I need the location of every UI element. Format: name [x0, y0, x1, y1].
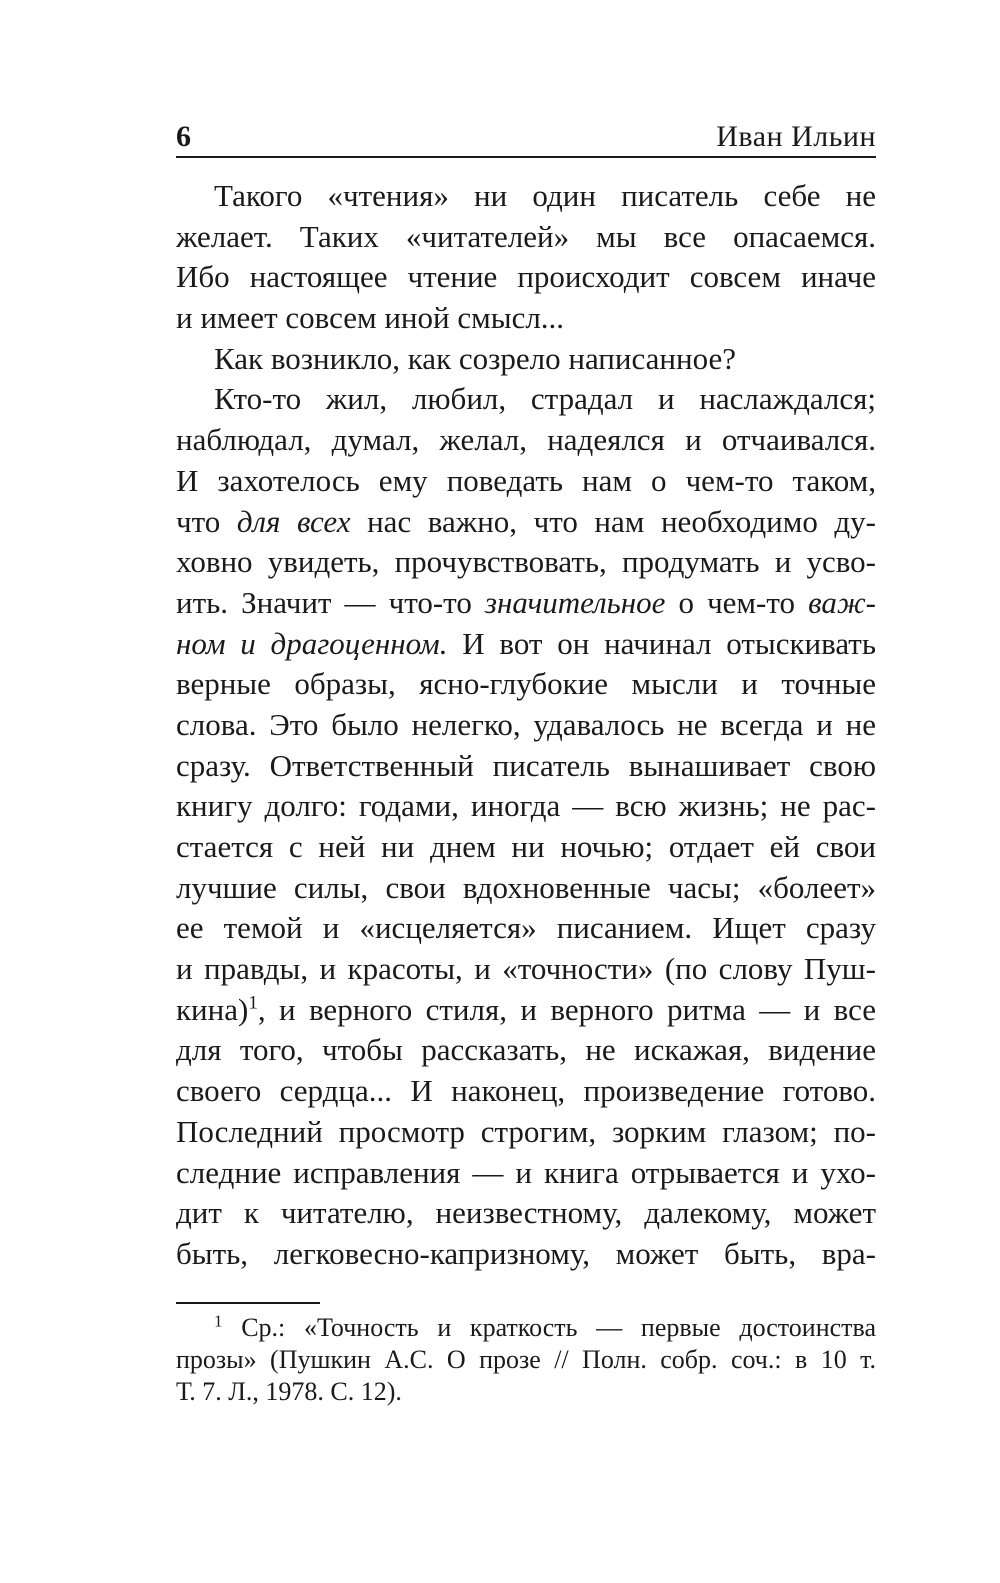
- running-title: Иван Ильин: [716, 120, 876, 153]
- footnote-reference: 1: [248, 992, 258, 1014]
- text-line: следние исправления — и книга отрывается и ухо-: [176, 1154, 876, 1190]
- text-line: для того, чтобы рассказать, не искажая, видение: [176, 1032, 876, 1068]
- text-line: и имеет совсем иной смысл...: [176, 300, 565, 336]
- emphasis: ном и драгоценном.: [176, 625, 448, 661]
- text-line: что для всех нас важно, что нам необходимо ду-: [176, 503, 876, 539]
- text-line: желает. Таких «читателей» мы все опасаемся.: [176, 218, 876, 254]
- emphasis: важ-: [808, 584, 876, 620]
- footnote-divider: [176, 1302, 320, 1304]
- text-line: кина)$^1$, и верного стиля, и верного ритма — и все: [176, 991, 876, 1027]
- text-line: И захотелось ему поведать нам о чем-то таком,: [176, 462, 876, 498]
- text-line: наблюдал, думал, желал, надеялся и отчаивался.: [176, 422, 876, 458]
- text-line: Кто-то жил, любил, страдал и наслаждался;: [214, 381, 876, 417]
- text-line: слова. Это было нелегко, удавалось не всегда и не: [176, 706, 876, 742]
- text-line: ее темой и «исцеляется» писанием. Ищет сразу: [176, 910, 876, 946]
- footnote-line: $^1$ Ср.: «Точность и краткость — первые достоинства: [214, 1311, 876, 1342]
- text-line: сразу. Ответственный писатель вынашивает свою: [176, 747, 876, 783]
- text-line: Такого «чтения» ни один писатель себе не: [214, 178, 876, 213]
- text-line: стается с ней ни днем ни ночью; отдает ей свои: [176, 829, 876, 864]
- text-line: Как возникло, как созрело написанное?: [214, 340, 736, 376]
- footnote-marker: 1: [214, 1311, 223, 1331]
- text-line: своего сердца... И наконец, произведение готово.: [176, 1073, 876, 1109]
- text-line: лучшие силы, свои вдохновенные часы; «болеет»: [176, 869, 876, 905]
- text-line: книгу долго: годами, иногда — всю жизнь; не рас-: [176, 788, 876, 824]
- emphasis: значительное: [484, 584, 666, 620]
- footnote: [176, 1312, 876, 1408]
- footnote-line: прозы» (Пушкин А.С. О прозе // Полн. собр. соч.: в 10 т.: [176, 1345, 876, 1374]
- text-line: Последний просмотр строгим, зорким глазом; по-: [176, 1113, 876, 1149]
- text-line: верные образы, ясно-глубокие мысли и точные: [176, 666, 876, 702]
- text-line: ить. Значит — что-то значительное о чем-то важ-: [176, 584, 876, 620]
- text-line: дит к читателю, неизвестному, далекому, может: [176, 1195, 876, 1231]
- running-header: [176, 112, 876, 158]
- page-number: 6: [176, 120, 191, 153]
- text-line: Ибо настоящее чтение происходит совсем иначе: [176, 259, 876, 295]
- footnote-line: Т. 7. Л., 1978. С. 12).: [176, 1377, 402, 1406]
- emphasis: для всех: [236, 503, 351, 539]
- text-line: и правды, и красоты, и «точности» (по слову Пуш-: [176, 951, 876, 987]
- text-line: быть, легковесно-капризному, может быть, вра-: [176, 1235, 876, 1271]
- main-text: [176, 176, 876, 1275]
- text-line: ном и драгоценном. И вот он начинал отыскивать: [176, 625, 876, 661]
- text-line: ховно увидеть, прочувствовать, продумать и усво-: [176, 544, 876, 580]
